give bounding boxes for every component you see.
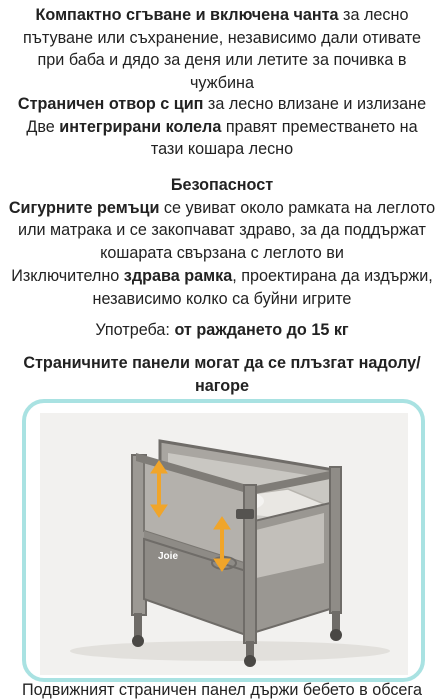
product-image-frame [22, 399, 425, 682]
safety-section [0, 174, 444, 310]
feature-zip-title: Страничен отвор с цип [17, 95, 204, 113]
panels-heading-block [0, 352, 444, 397]
safety-frame-title: здрава рамка [123, 266, 233, 285]
bedside-crib-illustration [40, 413, 408, 675]
feature-compact-fold-text: за лесно пътуване или съхранение, независимо дали отивате при баба и дядо за деня или летите за почивка в чужбина [23, 6, 421, 93]
feature-wheels-text: правят преместването на тази кошара лесно [150, 117, 418, 159]
usage-label: Употреба: [95, 321, 175, 339]
feature-wheels-title: интегрирани колела [59, 117, 222, 136]
feature-compact-fold-title: Компактно сгъване и включена чанта [35, 6, 339, 24]
feature-compact-fold [0, 4, 444, 95]
product-photo [40, 413, 408, 675]
safety-frame-pre: Изключително [11, 266, 124, 285]
bottom-caption: Подвижният страничен панел държи бебето в обсега [22, 681, 422, 699]
safety-frame-text: , проектирана да издържи, независимо колко са буйни игрите [92, 266, 433, 308]
panels-heading: Страничните панели могат да се плъзгат надолу/нагоре [23, 354, 421, 395]
feature-zip-and-wheels [0, 93, 444, 161]
feature-zip-text: за лесно влизане и излизане [203, 95, 427, 113]
safety-straps-text: се увиват около рамката на леглото или матрака и се закопчават здраво, за да поддържат кошарата свързана с леглото ви [18, 198, 436, 263]
usage-value: от раждането до 15 кг [174, 321, 349, 339]
usage-line [0, 319, 444, 342]
safety-heading: Безопасност [170, 176, 274, 194]
brand-logo: Joie [158, 551, 179, 562]
safety-straps-title: Сигурните ремъци [8, 198, 160, 217]
feature-wheels-pre: Две [26, 117, 60, 136]
